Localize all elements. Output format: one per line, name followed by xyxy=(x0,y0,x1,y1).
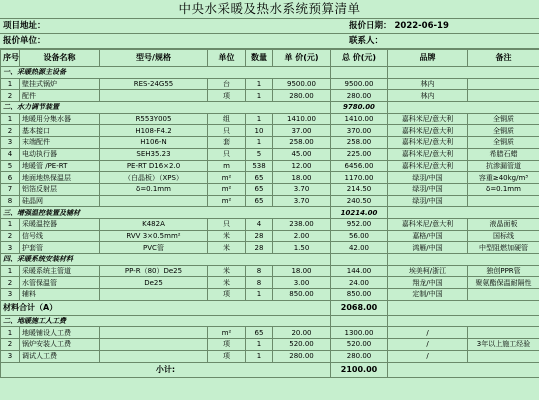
table-cell: 18.00 xyxy=(273,172,331,184)
table-row xyxy=(1,90,539,102)
table-cell: 7 xyxy=(1,183,20,195)
table-row xyxy=(1,327,539,339)
table-cell: 2 xyxy=(1,277,20,289)
section-title: 三、增强温控装置及辅材 xyxy=(1,207,331,219)
table-cell: PE-RT D16×2.0 xyxy=(100,160,208,172)
section-empty xyxy=(388,315,539,327)
table-cell: H106-N xyxy=(100,137,208,149)
header-cell: 备注 xyxy=(468,50,539,67)
section-total xyxy=(331,254,388,266)
report-date-label: 报价日期： xyxy=(349,21,392,31)
table-cell: 258.00 xyxy=(273,137,331,149)
table-cell: 5 xyxy=(1,160,20,172)
section-total: 10214.00 xyxy=(331,207,388,219)
table-cell: 1 xyxy=(246,350,273,362)
table-cell: 中型阻燃加硬管 xyxy=(468,242,539,254)
table-cell xyxy=(100,339,208,351)
table-cell: 2 xyxy=(1,339,20,351)
table-cell: RVV 3×0.5mm² xyxy=(100,230,208,242)
table-cell: 952.00 xyxy=(331,218,388,230)
table-cell: 238.00 xyxy=(273,218,331,230)
table-cell: PVC管 xyxy=(100,242,208,254)
table-cell: 214.50 xyxy=(331,183,388,195)
table-cell: 1300.00 xyxy=(331,327,388,339)
table-cell: 埃美柯/浙江 xyxy=(388,265,468,277)
table-cell: 18.00 xyxy=(273,265,331,277)
table-cell: 地面地热保温层 xyxy=(20,172,100,184)
table-cell: 3.00 xyxy=(273,277,331,289)
table-cell: 1 xyxy=(246,78,273,90)
table-cell: 2.00 xyxy=(273,230,331,242)
table-cell: 1 xyxy=(246,137,273,149)
table-cell: 1 xyxy=(1,265,20,277)
table-cell: PP-R（80）De25 xyxy=(100,265,208,277)
table-cell: 65 xyxy=(246,195,273,207)
table-cell xyxy=(468,195,539,207)
table-cell: 9500.00 xyxy=(331,78,388,90)
table-cell: 37.00 xyxy=(273,125,331,137)
empty-cell xyxy=(388,362,539,377)
table-cell: 45.00 xyxy=(273,148,331,160)
table-cell: 容重≥40kg/m³ xyxy=(468,172,539,184)
table-cell: 42.00 xyxy=(331,242,388,254)
table-cell: 嘉科米尼/意大利 xyxy=(388,148,468,160)
table-cell: 只 xyxy=(208,125,246,137)
section-empty xyxy=(388,102,539,114)
table-cell xyxy=(468,289,539,301)
section-title: 一、采暖热源主设备 xyxy=(1,67,331,79)
table-cell: 1410.00 xyxy=(273,113,331,125)
table-cell: SEH35.23 xyxy=(100,148,208,160)
table-row xyxy=(1,350,539,362)
report-date-value: 2022-06-19 xyxy=(394,21,449,31)
table-cell: 3 xyxy=(1,289,20,301)
table-row xyxy=(1,218,539,230)
quote-unit-label: 报价单位： xyxy=(3,36,46,46)
table-row xyxy=(1,160,539,172)
table-cell: 嘉科米尼/意大利 xyxy=(388,218,468,230)
table-cell: 绿羽/中国 xyxy=(388,183,468,195)
table-cell: m² xyxy=(208,327,246,339)
table-cell: 米 xyxy=(208,277,246,289)
table-row xyxy=(1,289,539,301)
table-cell: 电动执行器 xyxy=(20,148,100,160)
table-cell: 9500.00 xyxy=(273,78,331,90)
section-row xyxy=(1,315,539,327)
labor-subtotal-row xyxy=(1,362,539,377)
table-cell: 林内 xyxy=(388,90,468,102)
table-cell: 2 xyxy=(1,90,20,102)
table-cell: H108-F4.2 xyxy=(100,125,208,137)
table-cell: 壁挂式锅炉 xyxy=(20,78,100,90)
section-empty xyxy=(388,67,539,79)
table-cell: 2 xyxy=(1,125,20,137)
table-cell: m xyxy=(208,160,246,172)
table-cell: 3.70 xyxy=(273,183,331,195)
table-cell: 1 xyxy=(1,327,20,339)
table-row xyxy=(1,339,539,351)
table-cell: K482A xyxy=(100,218,208,230)
table-body xyxy=(1,50,539,378)
header-cell: 设备名称 xyxy=(20,50,100,67)
table-cell: 520.00 xyxy=(331,339,388,351)
table-row xyxy=(1,172,539,184)
table-row xyxy=(1,148,539,160)
table-cell: 1 xyxy=(246,90,273,102)
table-cell xyxy=(100,327,208,339)
budget-table xyxy=(0,49,539,378)
table-cell: 末端配件 xyxy=(20,137,100,149)
table-cell: 抗渗漏管道 xyxy=(468,160,539,172)
table-row xyxy=(1,125,539,137)
header-cell: 型号/规格 xyxy=(100,50,208,67)
table-cell: 地暖管 /PE-RT xyxy=(20,160,100,172)
table-cell: 嘉科米尼/意大利 xyxy=(388,113,468,125)
table-cell: 嘉科米尼/意大利 xyxy=(388,137,468,149)
table-cell: 280.00 xyxy=(273,350,331,362)
table-cell: 12.00 xyxy=(273,160,331,172)
table-cell: 280.00 xyxy=(273,90,331,102)
table-cell: 20.00 xyxy=(273,327,331,339)
table-cell: 聚氨酯保温耐隔性 xyxy=(468,277,539,289)
table-cell: 258.00 xyxy=(331,137,388,149)
contact-label: 联系人： xyxy=(349,36,384,46)
table-row xyxy=(1,242,539,254)
table-cell: 辅料 xyxy=(20,289,100,301)
table-cell: 65 xyxy=(246,327,273,339)
table-cell: 信号线 xyxy=(20,230,100,242)
table-cell: 56.00 xyxy=(331,230,388,242)
table-cell: R553Y005 xyxy=(100,113,208,125)
section-title: 二、水力调节装置 xyxy=(1,102,331,114)
table-cell: 280.00 xyxy=(331,350,388,362)
table-cell: 370.00 xyxy=(331,125,388,137)
table-cell xyxy=(468,78,539,90)
table-cell: 65 xyxy=(246,183,273,195)
subtotal-label: 小计: xyxy=(1,362,331,377)
table-cell: 嘉科米尼/意大利 xyxy=(388,125,468,137)
table-cell: 调试人工费 xyxy=(20,350,100,362)
table-cell: 嘉科米尼/意大利 xyxy=(388,160,468,172)
section-row xyxy=(1,102,539,114)
table-cell: 项 xyxy=(208,90,246,102)
header-cell: 数量 xyxy=(246,50,273,67)
header-cell: 单 价(元) xyxy=(273,50,331,67)
table-cell: 采暖系统主管道 xyxy=(20,265,100,277)
table-cell xyxy=(468,90,539,102)
table-cell: 5 xyxy=(246,148,273,160)
table-cell xyxy=(100,350,208,362)
table-cell xyxy=(468,350,539,362)
table-cell: 1 xyxy=(1,218,20,230)
table-cell: 项 xyxy=(208,339,246,351)
table-cell: 采暖温控器 xyxy=(20,218,100,230)
section-total xyxy=(331,315,388,327)
section-row xyxy=(1,254,539,266)
table-cell: 4 xyxy=(246,218,273,230)
table-cell: / xyxy=(388,327,468,339)
table-cell: 1 xyxy=(1,113,20,125)
table-cell: 28 xyxy=(246,242,273,254)
table-cell: 护套管 xyxy=(20,242,100,254)
table-cell: 独创PPR管 xyxy=(468,265,539,277)
section-total: 9780.00 xyxy=(331,102,388,114)
table-cell: 4 xyxy=(1,148,20,160)
table-cell: 3 xyxy=(1,137,20,149)
table-cell: 538 xyxy=(246,160,273,172)
table-cell: 地暖用分集水器 xyxy=(20,113,100,125)
section-row xyxy=(1,207,539,219)
table-cell: 全铜质 xyxy=(468,113,539,125)
meta-row-1 xyxy=(0,19,539,34)
table-cell: 3年以上施工经验 xyxy=(468,339,539,351)
table-cell: 液晶面板 xyxy=(468,218,539,230)
table-cell: 翔龙/中国 xyxy=(388,277,468,289)
sheet-title: 中央水采暖及热水系统预算清单 xyxy=(0,0,539,19)
table-cell: 希腊石蜡 xyxy=(468,148,539,160)
table-cell: 225.00 xyxy=(331,148,388,160)
table-cell: 8 xyxy=(1,195,20,207)
table-row xyxy=(1,78,539,90)
materials-total-label: 材料合计（A） xyxy=(1,300,331,315)
table-cell: 3.70 xyxy=(273,195,331,207)
table-cell: 项 xyxy=(208,350,246,362)
table-cell: 基本接口 xyxy=(20,125,100,137)
table-cell: 1 xyxy=(246,113,273,125)
section-title: 四、采暖系统安装材料 xyxy=(1,254,331,266)
table-cell: 6 xyxy=(1,172,20,184)
table-cell: m² xyxy=(208,172,246,184)
section-empty xyxy=(388,207,539,219)
table-cell: 嘉格/中国 xyxy=(388,230,468,242)
table-cell: 锅炉安装人工费 xyxy=(20,339,100,351)
table-cell: 米 xyxy=(208,230,246,242)
table-row xyxy=(1,137,539,149)
table-cell: 只 xyxy=(208,148,246,160)
table-cell: 项 xyxy=(208,289,246,301)
table-cell: / xyxy=(388,339,468,351)
table-cell xyxy=(100,289,208,301)
table-cell: 1 xyxy=(1,78,20,90)
table-cell: 铝箔反射层 xyxy=(20,183,100,195)
table-cell: 24.00 xyxy=(331,277,388,289)
table-cell: 1.50 xyxy=(273,242,331,254)
materials-total-row xyxy=(1,300,539,315)
table-cell: 全铜质 xyxy=(468,125,539,137)
table-cell: 1170.00 xyxy=(331,172,388,184)
table-cell: De25 xyxy=(100,277,208,289)
table-cell: 林内 xyxy=(388,78,468,90)
table-cell: 280.00 xyxy=(331,90,388,102)
table-cell: 米 xyxy=(208,265,246,277)
table-cell: 全铜质 xyxy=(468,137,539,149)
table-row xyxy=(1,183,539,195)
table-cell: / xyxy=(388,350,468,362)
table-cell: 850.00 xyxy=(273,289,331,301)
table-cell: 850.00 xyxy=(331,289,388,301)
header-cell: 总 价(元) xyxy=(331,50,388,67)
table-cell: 65 xyxy=(246,172,273,184)
table-cell: 套 xyxy=(208,137,246,149)
table-cell: 2 xyxy=(1,230,20,242)
table-cell: 鸿雁/中国 xyxy=(388,242,468,254)
table-row xyxy=(1,113,539,125)
table-cell: RES-24G55 xyxy=(100,78,208,90)
table-cell: 1 xyxy=(246,289,273,301)
table-cell: 28 xyxy=(246,230,273,242)
table-cell xyxy=(468,327,539,339)
header-cell: 序号 xyxy=(1,50,20,67)
section-row xyxy=(1,67,539,79)
table-cell: 1 xyxy=(246,339,273,351)
table-cell xyxy=(100,90,208,102)
header-cell: 单位 xyxy=(208,50,246,67)
section-total xyxy=(331,67,388,79)
header-cell: 品牌 xyxy=(388,50,468,67)
table-cell: δ=0.1mm xyxy=(100,183,208,195)
table-row xyxy=(1,230,539,242)
table-row xyxy=(1,277,539,289)
table-cell: 国标线 xyxy=(468,230,539,242)
table-row xyxy=(1,195,539,207)
table-cell: 绿羽/中国 xyxy=(388,172,468,184)
table-cell: 6456.00 xyxy=(331,160,388,172)
table-cell: 地暖铺设人工费 xyxy=(20,327,100,339)
table-cell: 144.00 xyxy=(331,265,388,277)
header-row xyxy=(1,50,539,67)
table-cell: 定制/中国 xyxy=(388,289,468,301)
subtotal-value: 2100.00 xyxy=(331,362,388,377)
table-cell: 水管保温管 xyxy=(20,277,100,289)
table-cell: 组 xyxy=(208,113,246,125)
table-cell: 1410.00 xyxy=(331,113,388,125)
table-cell: 米 xyxy=(208,242,246,254)
table-cell: 3 xyxy=(1,242,20,254)
table-cell: （白晶板）（XPS） xyxy=(100,172,208,184)
empty-cell xyxy=(388,300,539,315)
project-address-label: 项目地址： xyxy=(3,21,46,31)
table-cell: 硅晶网 xyxy=(20,195,100,207)
table-cell: 台 xyxy=(208,78,246,90)
table-cell: δ=0.1mm xyxy=(468,183,539,195)
table-cell: 3 xyxy=(1,350,20,362)
materials-total-value: 2068.00 xyxy=(331,300,388,315)
section-empty xyxy=(388,254,539,266)
table-cell: 520.00 xyxy=(273,339,331,351)
table-cell: 10 xyxy=(246,125,273,137)
table-cell: m² xyxy=(208,195,246,207)
table-cell: 绿羽/中国 xyxy=(388,195,468,207)
meta-row-2 xyxy=(0,34,539,49)
table-cell: 只 xyxy=(208,218,246,230)
section-title: 二、地暖施工人工费 xyxy=(1,315,331,327)
report-date xyxy=(349,19,539,33)
table-cell: 8 xyxy=(246,265,273,277)
table-cell: 配件 xyxy=(20,90,100,102)
table-cell: 240.50 xyxy=(331,195,388,207)
table-cell xyxy=(100,195,208,207)
table-cell: 8 xyxy=(246,277,273,289)
table-cell: m² xyxy=(208,183,246,195)
table-row xyxy=(1,265,539,277)
